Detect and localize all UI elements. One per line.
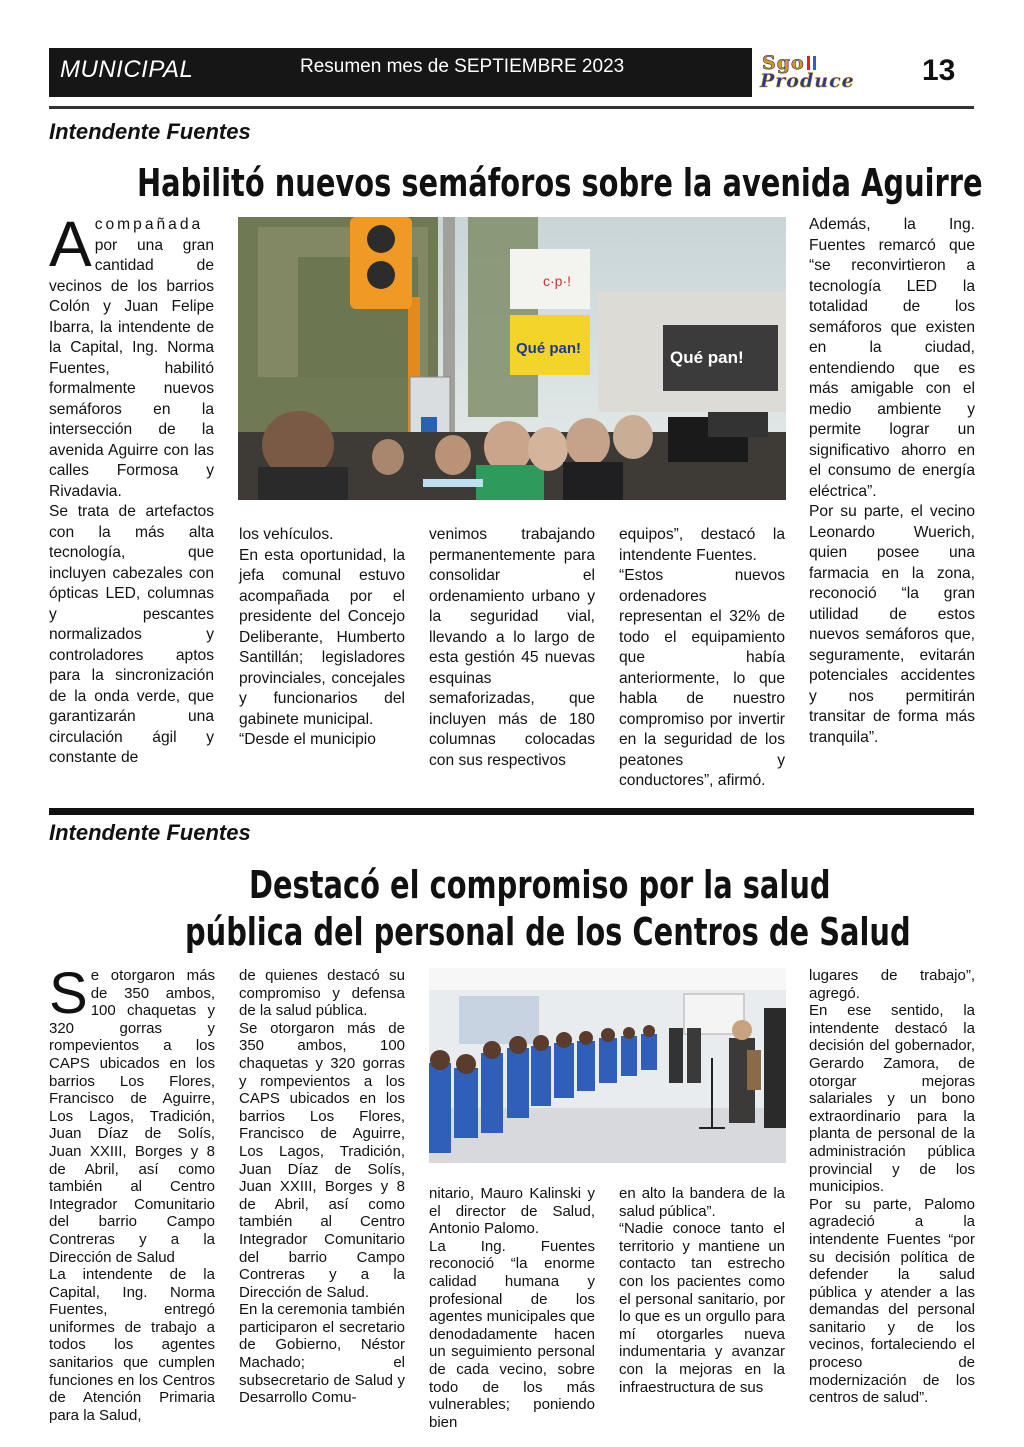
header-rule	[49, 106, 974, 109]
article1-col4-p2: “Estos nuevos ordenadores representan el 32% de todo el equipamiento que había anteriormente, lo que habla de nuestro compromiso por invertir en la seguridad de los peatones y conductores”, afirmó.	[619, 567, 785, 789]
article1-col3-p1: venimos trabajando permanentemente para consolidar el ordenamiento urbano y la seguridad vial, llevando a lo largo de esta gestión 45 nuevas esquinas semaforizadas, que incluyen más de 180 columnas colocadas con sus respectivos	[429, 526, 595, 769]
article2-col2-p3: En la ceremonia también participaron el secretario de Gobierno, Néstor Machado; el subsecretario de Salud y Desarrollo Comu-	[239, 1301, 405, 1407]
article2-col3-p1: nitario, Mauro Kalinski y el director de Salud, Antonio Palomo.	[429, 1185, 595, 1238]
article1-kicker: Intendente Fuentes	[49, 119, 251, 144]
article-divider	[49, 808, 974, 815]
brand-line1: Sgo	[762, 52, 805, 74]
article2-col2-p2: Se otorgaron más de 350 ambos, 100 chaquetas y 320 gorras y rompevientos a los CAPS ubicados en los barrios Los Flores, Francisco de Aguirre, Los Lagos, Tradición, Juan Díaz de Solís, Juan XXIII, Borges y 8 de Abril, así como también al Centro Integrador Comunitario del barrio Campo Contreras y a la Dirección de Salud.	[239, 1019, 405, 1301]
article1-col5-p2: Por su parte, el vecino Leonardo Wuerich, quien posee una farmacia en la zona, reconoció “la gran utilidad de estos nuevos semáforos que, seguramente, evitarán potenciales accidentes y nos permitirán transitar de forma más tranquila”.	[809, 503, 975, 746]
article2-col5-p1: lugares de trabajo”, agregó.	[809, 967, 975, 1002]
article2-col4-p2: “Nadie conoce tanto el territorio y mantiene un contacto tan estrecho con los pacientes como el personal sanitario, por lo que es un orgullo para mí otorgarles nueva indumentaria y avanzar con la mejoras en la infraestructura de sus	[619, 1220, 785, 1396]
article2-col1-p1: e otorgaron más de 350 ambos, 100 chaquetas y 320 gorras y rompevientos a los CAPS ubicados en los barrios Los Flores, Francisco de Aguirre, Los Lagos, Tradición, Juan Díaz de Solís, Juan XXIII, Borges y 8 de Abril, así como también al Centro Integrador Comunitario del barrio Campo Contreras y a la Dirección de Salud	[49, 967, 215, 1266]
article2-col2	[239, 967, 405, 1407]
article2-col4-p1: en alto la bandera de la salud pública”.	[619, 1185, 785, 1220]
section-name: MUNICIPAL	[60, 56, 194, 83]
article2-headline-line2: pública del personal de los Centros de Salud	[185, 910, 911, 954]
article1-col5	[809, 215, 975, 748]
article2-col3	[429, 1185, 595, 1431]
article1-col2	[239, 525, 405, 751]
article2-col5-p3: Por su parte, Palomo agradeció a la intendente Fuentes “por su decisión política de defender la salud pública y atender a las demandas del personal sanitario y de los vecinos, fortaleciendo el proceso de modernización de los centros de salud”.	[809, 1195, 975, 1407]
article1-col2-p3: “Desde el municipio	[239, 731, 376, 748]
article2-col4	[619, 1185, 785, 1396]
article2-col1-p2: La intendente de la Capital, Ing. Norma Fuentes, entregó uniformes de trabajo a todos los agentes sanitarios que cumplen funciones en los Centros de Atención Primaria para la Salud,	[49, 1266, 215, 1424]
article2-kicker: Intendente Fuentes	[49, 820, 251, 845]
article2-col2-p1: de quienes destacó su compromiso y defensa de la salud pública.	[239, 967, 405, 1020]
issue-line: Resumen mes de SEPTIEMBRE 2023	[300, 56, 625, 77]
article1-dropcap: A	[49, 208, 92, 280]
article2-col3-p2: La Ing. Fuentes reconoció “la enorme calidad humana y profesional de los agentes municipales que denodadamente hacen un seguimiento personal de cada vecino, sobre todo de los más vulnerables; poniendo bien	[429, 1237, 595, 1431]
article1-col3	[429, 525, 595, 771]
article1-col1-p2: Se trata de artefactos con la más alta tecnología, que incluyen cabezales con ópticas LED, columnas y pescantes normalizados y controladores aptos para la sincronización de la onda verde, que garantizarán una circulación ágil y constante de	[49, 503, 214, 766]
brand-logo	[756, 52, 904, 94]
page-number: 13	[922, 54, 956, 87]
article1-col1	[49, 208, 214, 769]
shop-sign-2: Qué pan!	[670, 348, 744, 367]
article1-col4-p1: equipos”, destacó la intendente Fuentes.	[619, 526, 785, 564]
article1-col1-p1: por una gran cantidad de vecinos de los barrios Colón y Juan Felipe Ibarra, la intendente de la Capital, Ing. Norma Fuentes, habilitó formalmente nuevos semáforos en la intersección de la avenida Aguirre con las calles Formosa y Rivadavia.	[49, 236, 214, 500]
article1-col2-p2: En esta oportunidad, la jefa comunal estuvo acompañada por el presidente del Concejo Deliberante, Humberto Santillán; legisladores provinciales, concejales y funcionarios del gabinete municipal.	[239, 546, 405, 728]
shop-sign-1: Qué pan!	[516, 340, 582, 357]
article2-col5-p2: En ese sentido, la intendente destacó la decisión del gobernador, Gerardo Zamora, de otorgar mejoras salariales y un bono extraordinario para la planta de personal de la administración pública provincial y de los municipios.	[809, 1002, 975, 1196]
article1-col5-p1: Además, la Ing. Fuentes remarcó que “se reconvirtieron a tecnología LED la totalidad de los semáforos que existen en la ciudad, entendiendo que es más amigable con el medio ambiente y permite lograr un significativo ahorro en el consumo de energía eléctrica”.	[809, 216, 975, 500]
traffic-light-photo	[238, 217, 786, 500]
article2-col1	[49, 961, 215, 1424]
article2-col5	[809, 967, 975, 1407]
article2-dropcap: S	[49, 961, 88, 1026]
article1-col4	[619, 525, 785, 792]
brand-line2: Produce	[760, 70, 855, 92]
health-ceremony-photo	[429, 968, 786, 1163]
flag-icon	[807, 56, 816, 70]
sign-text-top: c·p·!	[543, 273, 571, 289]
article2-headline-line1: Destacó el compromiso por la salud	[249, 863, 831, 907]
article1-col1-first-word: compañada	[94, 216, 204, 233]
article1-headline: Habilitó nuevos semáforos sobre la avenida Aguirre	[137, 161, 983, 205]
article1-col2-p1: los vehículos.	[239, 526, 334, 543]
